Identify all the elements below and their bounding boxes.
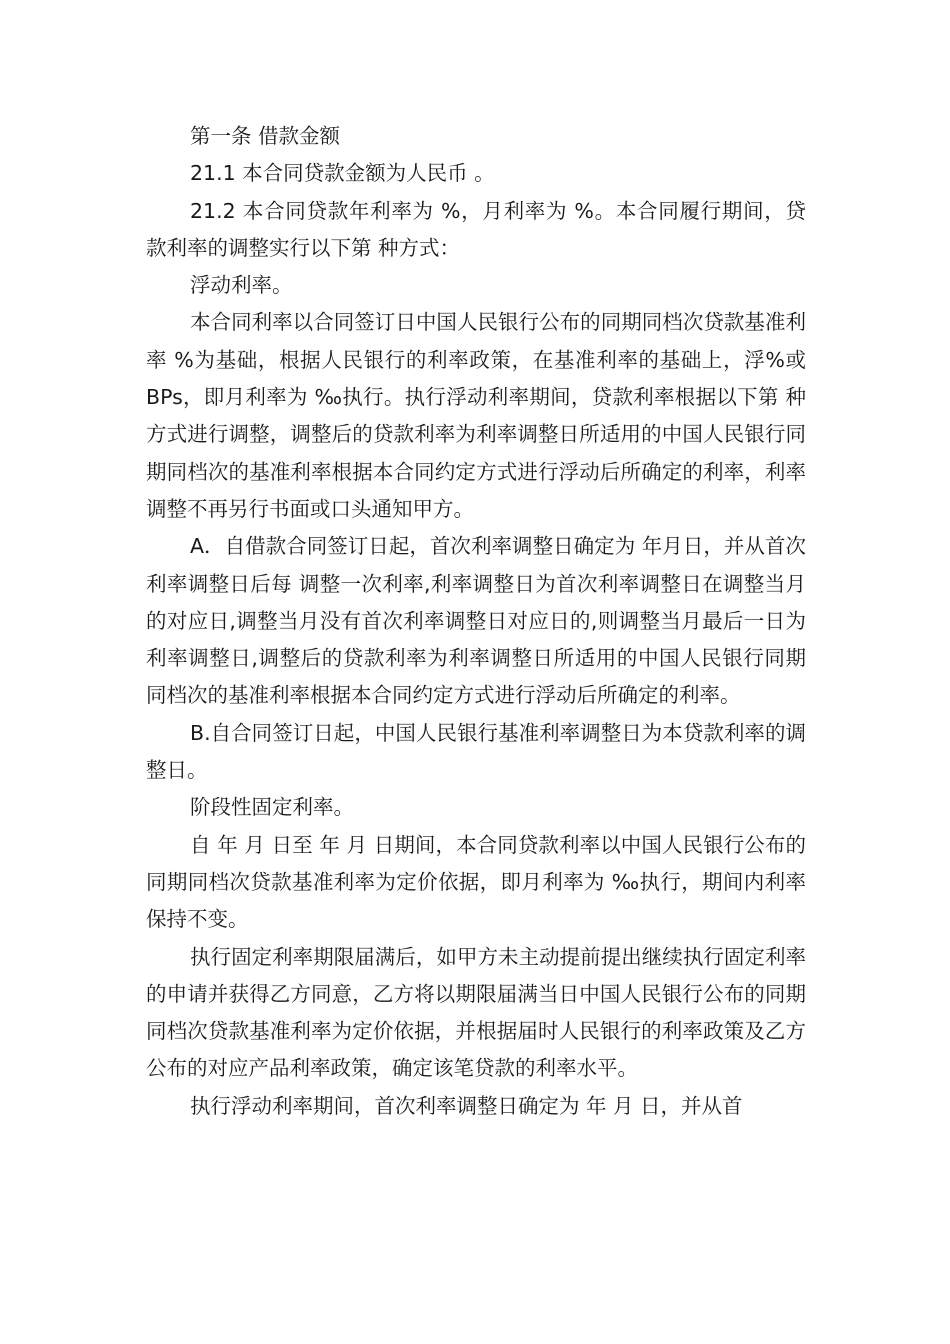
option-b-paragraph: B.自合同签订日起，中国人民银行基准利率调整日为本贷款利率的调整日。 xyxy=(146,720,806,783)
floating-rate-period-paragraph: 执行浮动利率期间，首次利率调整日确定为 年 月 日，并从首 xyxy=(190,1093,743,1118)
fixed-rate-expiry-paragraph: 执行固定利率期限届满后，如甲方未主动提前提出继续执行固定利率的申请并获得乙方同意，乙方将以期限届满当日中国人民银行公布的同期同档次贷款基准利率为定价依据，并根据届时人民银行的利率政策及乙方公布的对应产品利率政策，确定该笔贷款的利率水平。 xyxy=(146,944,806,1081)
clause-21-2: 21.2 本合同贷款年利率为 %，月利率为 %。本合同履行期间，贷款利率的调整实行以下第 种方式： xyxy=(146,198,806,260)
fixed-rate-period-paragraph: 自 年 月 日至 年 月 日期间，本合同贷款利率以中国人民银行公布的同期同档次贷款基准利率为定价依据，即月利率为 ‰执行，期间内利率保持不变。 xyxy=(146,832,806,932)
floating-rate-paragraph: 本合同利率以合同签订日中国人民银行公布的同期同档次贷款基准利率 %为基础，根据人民银行的利率政策，在基准利率的基础上，浮%或 BPs，即月利率为 ‰执行。执行浮动利率期间，贷款利率根据以下第 种方式进行调整，调整后的贷款利率为利率调整日所适用的中国人民银行同期同档次的基准利率根据本合同约定方式进行浮动后所确定的利率，利率调整不再另行书面或口头通知甲方。 xyxy=(146,310,806,521)
floating-rate-heading: 浮动利率。 xyxy=(190,273,293,298)
document-body xyxy=(146,118,806,1125)
article-heading: 第一条 借款金额 xyxy=(190,124,341,148)
clause-21-1: 21.1 本合同贷款金额为人民币 。 xyxy=(190,161,495,186)
fixed-rate-heading: 阶段性固定利率。 xyxy=(190,795,354,820)
option-a-paragraph: A．自借款合同签订日起，首次利率调整日确定为 年月日，并从首次利率调整日后每 调整一次利率,利率调整日为首次利率调整日在调整当月的对应日,调整当月没有首次利率调整日对应日的,则调整当月最后一日为利率调整日,调整后的贷款利率为利率调整日所适用的中国人民银行同期同档次的基准利率根据本合同约定方式进行浮动后所确定的利率。 xyxy=(146,534,806,708)
